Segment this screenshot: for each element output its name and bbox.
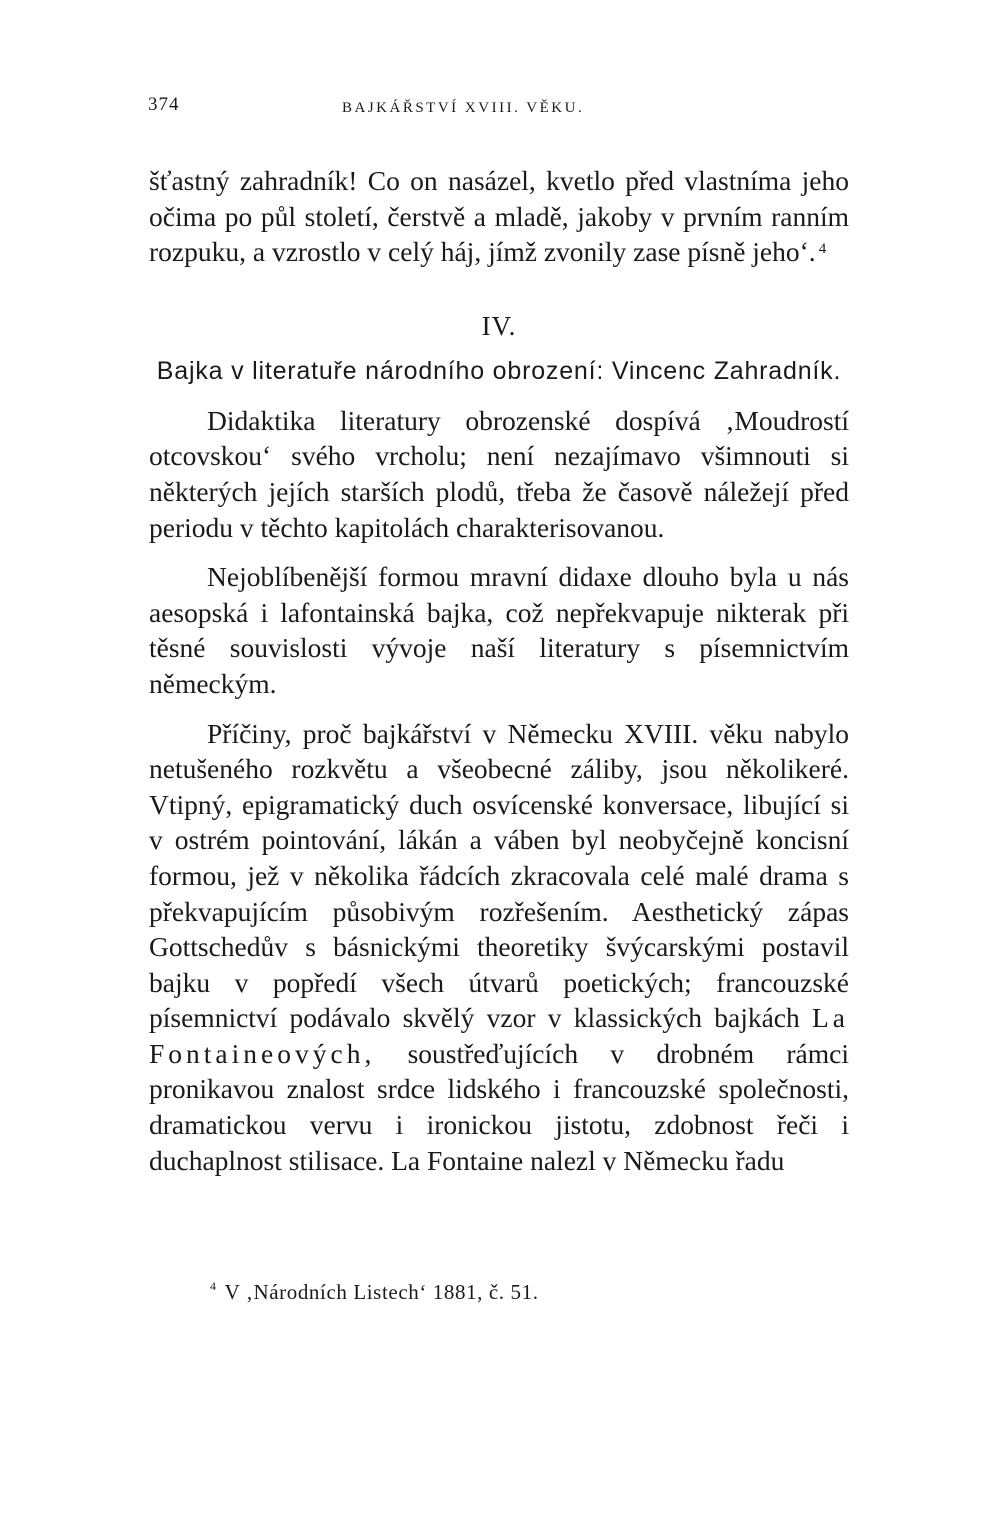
- section-title: Bajka v literatuře národního obrození: Vincenc Zahradník.: [156, 356, 842, 385]
- running-title: BAJKÁŘSTVÍ XVIII. VĚKU.: [342, 100, 585, 116]
- footnote: [210, 1280, 539, 1305]
- opening-paragraph: [149, 163, 849, 270]
- footnote-marker: 4: [210, 1279, 217, 1293]
- paragraph-nejoblibenejsi: Nejoblíbenější formou mravní didaxe dlouho byla u nás aesopská i lafontainská bajka, což nepřekvapuje nikterak při těsné souvislosti vývoje naší literatury s písemnictvím německým.: [149, 561, 849, 699]
- paragraph-priciny-part1: Příčiny, proč bajkářství v Německu XVIII. věku nabylo netušeného rozkvětu a všeobecné záliby, jsou několikeré. Vtipný, epigramatický duch osvícenské konversace, libující si v ostrém pointování, lákán a váben byl neobyčejně koncisní formou, jež v několika řádcích zkracovala celé malé drama s překvapujícím působivým rozřešením. Aesthetický zápas Gottschedův s básnickými theoretiky švýcarskými postavil bajku v popředí všech útvarů poetických; francouzské písemnictví podávalo skvělý vzor v klassických bajkách: [149, 717, 849, 1034]
- spaced-name-la-fontaine: La Fontaineových,: [149, 1002, 849, 1069]
- page-number: 374: [148, 94, 180, 115]
- running-head: [148, 94, 848, 124]
- page-body: [149, 163, 849, 1178]
- paragraph-priciny: [149, 716, 849, 1179]
- section-number: IV.: [481, 310, 517, 341]
- footnote-text: V ‚Národních Listech‘ 1881, č. 51.: [224, 1280, 539, 1304]
- paragraph-didaktika: Didaktika literatury obrozenské dospívá ‚Moudrostí otcovskou‘ svého vrcholu; není nezajímavo všimnouti si některých jejích starších plodů, třeba že časově náležejí před periodu v těchto kapitolách charakterisovanou.: [149, 404, 849, 543]
- opening-paragraph-text: šťastný zahradník! Co on nasázel, kvetlo před vlastníma jeho očima po půl století, čerstvě a mladě, jakoby v prvním ranním rozpuku, a vzrostlo v celý háj, jímž zvonily zase písně jeho‘.: [149, 165, 849, 268]
- paragraph-priciny-part2: soustřeďujících v drobném rámci pronikavou znalost srdce lidského i francouzské společnosti, dramatickou vervu i ironickou jistotu, zdobnost řeči i duchaplnost stilisace. La Fontaine nalezl v Německu řadu: [149, 1037, 850, 1176]
- footnote-reference: 4: [818, 241, 827, 258]
